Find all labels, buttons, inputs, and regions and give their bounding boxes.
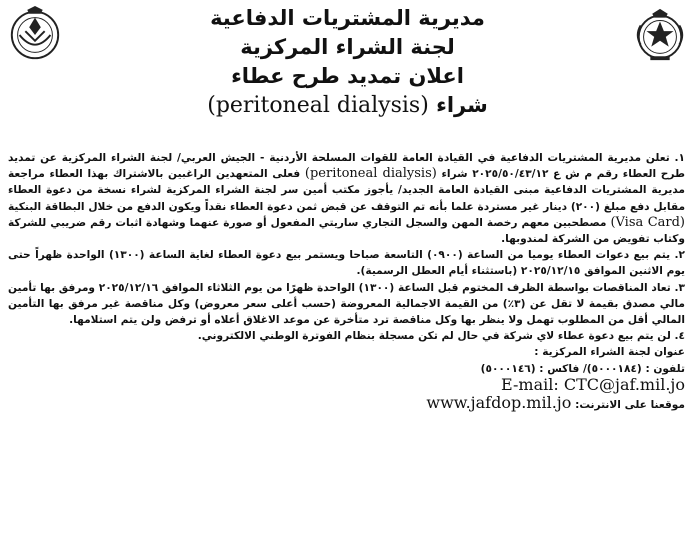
phone-fax: تلفون : (٥٠٠٠١٨٤)/ فاكس : (٥٠٠٠١٤٦) (480, 362, 685, 375)
website-label: موقعنا على الانترنت: (575, 399, 685, 412)
email-line (8, 374, 685, 395)
email-address: E-mail: CTC@jaf.mil.jo (501, 374, 685, 394)
committee-title: لجنة الشراء المركزية (240, 35, 455, 59)
announcement-title: اعلان تمديد طرح عطاء (231, 64, 464, 88)
purchase-prefix: شراء (436, 93, 488, 117)
paragraph-1 (8, 150, 685, 247)
paragraph-3: ٣. تعاد المناقصات بواسطة الظرف المختوم قبل الساعة (١٣٠٠) الواحدة ظهرًا من يوم الثلاثاء الموافق ٢٠٢٥/١٢/١٦ ومرفق بها تأمين مالي مصدق بقيمة لا تقل عن (٣٪) من القيمة الاجمالية المعروضة (حسب أعلى سعر معروض) وكل مناقصة غير مرفق بها التأمين المالي أقل من المطلوب تهمل ولا ينظر بها وكل مناقصة ترد متأخرة عن موعد الاغلاق أعلاه أو ترفض ولن يتم استلامها. (8, 281, 685, 327)
army-emblem-icon (6, 6, 64, 64)
announcement-header (80, 4, 615, 120)
paragraph-1-part-c: مصطحبين معهم رخصة المهن والسجل التجاري ساريتي المفعول أو صورة عنهما وشهادة اثبات رقم ضريبي للشركة وكتاب تفويض من الشركة لمندوبها. (8, 216, 685, 246)
website-line (8, 395, 685, 413)
paragraph-1-part-b: فعلى المتعهدين الراغبين بالاشتراك بهذا العطاء مراجعة مديرية المشتريات الدفاعية مبنى القيادة العامة الجديد/ يأجوز مكتب أمين سر لجنة الشراء المركزية لشراء نسخة من دعوة العطاء مقابل دفع مبلغ (٢٠٠) دينار غير مستردة علما بأنه تم التوقف عن قبض ثمن دعوة العطاء نقداً ويكون الدفع من خلال البطاقة البنكية (8, 168, 685, 213)
address-label: عنوان لجنة الشراء المركزية : (534, 346, 685, 359)
paragraph-2: ٢. يتم بيع دعوات العطاء يوميا من الساعة (٠٩٠٠) التاسعة صباحا ويستمر بيع دعوة العطاء لغاية الساعة (١٣٠٠) الواحدة ظهراً حتى يوم الاثنين الموافق ٢٠٢٥/١٢/١٥ (باستثناء أيام العطل الرسمية). (8, 249, 685, 278)
website-url: www.jafdop.mil.jo (426, 393, 572, 413)
purchase-title (80, 91, 615, 120)
army-emblem-icon (631, 6, 689, 64)
paragraph-1-part-a: ١. تعلن مديرية المشتريات الدفاعية في القيادة العامة للقوات المسلحة الأردنية - الجيش العربي/ لجنة الشراء المركزية عن تمديد طرح العطاء رقم م ش ع ٢٠٢٥/٥٠/٤٣/١٢ شراء (8, 152, 685, 181)
announcement-body (8, 150, 685, 413)
paragraph-1-item-latin: (peritoneal dialysis) (304, 166, 437, 182)
paragraph-1-card-latin: (Visa Card) (610, 214, 686, 230)
directorate-title: مديرية المشتريات الدفاعية (210, 6, 485, 30)
paragraph-4: ٤. لن يتم بيع دعوة عطاء لاي شركة في حال لم تكن مسجلة بنظام الفوترة الوطني الالكتروني. (197, 330, 685, 343)
purchase-item-latin: (peritoneal dialysis) (207, 93, 429, 118)
